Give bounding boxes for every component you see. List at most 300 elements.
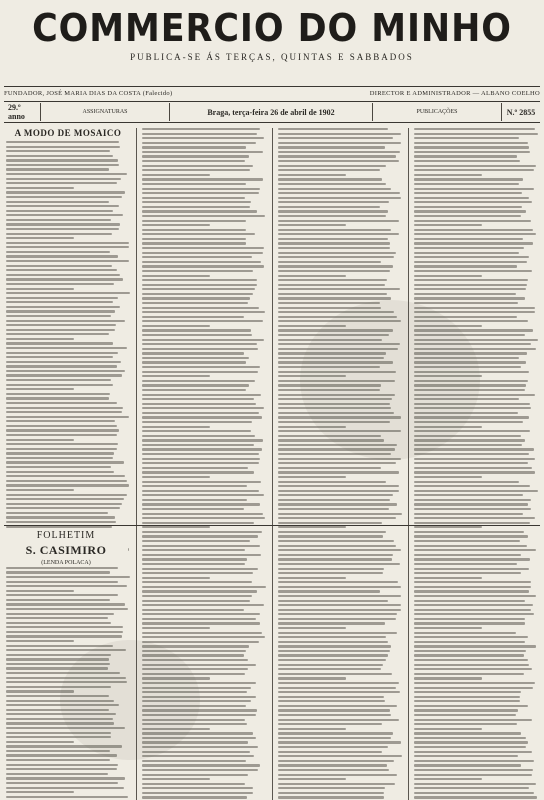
text-line	[6, 777, 125, 779]
text-line	[278, 687, 396, 689]
text-line	[414, 760, 534, 762]
text-line	[6, 796, 128, 798]
text-line	[142, 439, 263, 441]
text-line	[142, 659, 248, 661]
text-line	[142, 256, 252, 258]
text-line	[278, 247, 390, 249]
text-line	[6, 347, 127, 349]
text-line	[414, 613, 534, 615]
column-divider	[408, 128, 409, 800]
text-line	[142, 737, 256, 739]
text-line	[142, 618, 256, 620]
text-line	[414, 229, 533, 231]
text-line	[6, 388, 74, 390]
text-line	[414, 146, 529, 148]
text-line	[278, 572, 383, 574]
text-line	[142, 343, 257, 345]
text-line	[142, 233, 255, 235]
text-line	[142, 329, 251, 331]
text-line	[414, 311, 535, 313]
text-line	[414, 746, 526, 748]
text-line	[278, 755, 402, 757]
text-line	[6, 173, 127, 175]
text-line	[278, 485, 399, 487]
text-line	[278, 700, 385, 702]
text-line	[278, 796, 384, 798]
text-line	[414, 361, 526, 363]
text-line	[278, 664, 383, 666]
text-line	[6, 489, 74, 491]
info-bar	[4, 103, 540, 121]
text-line	[278, 787, 385, 789]
text-line	[414, 421, 523, 423]
text-line	[142, 467, 248, 469]
text-line	[414, 581, 531, 583]
text-line	[414, 137, 519, 139]
text-line	[414, 357, 519, 359]
text-line	[6, 521, 116, 523]
text-line	[414, 444, 522, 446]
text-line	[142, 435, 255, 437]
text-line	[142, 526, 210, 528]
text-line	[414, 508, 531, 510]
text-line	[6, 274, 120, 276]
text-line	[142, 197, 245, 199]
text-line	[6, 301, 113, 303]
text-line	[6, 654, 111, 656]
text-line	[6, 709, 109, 711]
text-line	[278, 554, 393, 556]
text-line	[142, 412, 259, 414]
text-line	[278, 476, 346, 478]
text-line	[414, 494, 523, 496]
text-line	[6, 585, 127, 587]
text-line	[278, 238, 388, 240]
text-line	[142, 654, 244, 656]
text-line	[142, 581, 252, 583]
divider	[4, 101, 540, 102]
text-line	[414, 453, 529, 455]
text-line	[278, 146, 385, 148]
text-line	[6, 393, 110, 395]
text-line	[6, 658, 109, 660]
text-line	[414, 458, 535, 460]
text-line	[414, 751, 532, 753]
article-body	[6, 141, 130, 800]
text-line	[278, 178, 382, 180]
text-line	[142, 719, 245, 721]
text-line	[414, 471, 535, 473]
text-line	[142, 641, 259, 643]
place-date: Braga, terça-feira 26 de abril de 1902	[170, 103, 373, 121]
text-line	[142, 586, 266, 588]
text-line	[142, 490, 259, 492]
text-line	[278, 563, 400, 565]
column-4	[414, 128, 538, 800]
text-line	[278, 513, 402, 515]
text-line	[278, 215, 386, 217]
text-line	[278, 252, 396, 254]
text-line	[414, 732, 521, 734]
text-line	[414, 590, 529, 592]
text-line	[6, 407, 123, 409]
text-line	[6, 384, 113, 386]
folhetim-header	[4, 530, 128, 566]
text-line	[142, 220, 246, 222]
text-line	[142, 481, 261, 483]
text-line	[414, 632, 516, 634]
text-line	[414, 627, 482, 629]
text-line	[278, 558, 392, 560]
text-line	[414, 677, 482, 679]
text-line	[6, 306, 120, 308]
text-line	[414, 645, 536, 647]
text-line	[414, 339, 538, 341]
text-line	[278, 206, 380, 208]
text-line	[414, 764, 521, 766]
text-line	[142, 568, 258, 570]
text-line	[414, 279, 528, 281]
text-line	[278, 270, 390, 272]
text-line	[6, 484, 129, 486]
text-line	[6, 416, 129, 418]
text-line	[278, 284, 385, 286]
text-line	[278, 229, 391, 231]
article-body	[278, 128, 402, 800]
text-line	[6, 196, 122, 198]
text-line	[414, 192, 522, 194]
text-line	[6, 425, 117, 427]
text-line	[278, 481, 386, 483]
text-line	[278, 627, 346, 629]
text-line	[142, 764, 260, 766]
text-line	[414, 380, 528, 382]
text-line	[278, 133, 401, 135]
text-line	[142, 407, 264, 409]
text-line	[6, 237, 74, 239]
text-line	[6, 342, 113, 344]
text-line	[278, 654, 388, 656]
text-line	[6, 429, 119, 431]
text-line	[278, 279, 387, 281]
text-line	[414, 714, 516, 716]
text-line	[414, 737, 526, 739]
text-line	[142, 714, 256, 716]
column-1	[6, 128, 130, 800]
text-line	[414, 682, 535, 684]
text-line	[414, 659, 528, 661]
text-line	[6, 480, 127, 482]
text-line	[278, 764, 387, 766]
text-line	[142, 416, 262, 418]
text-line	[414, 595, 536, 597]
text-line	[142, 242, 246, 244]
text-line	[142, 741, 248, 743]
text-line	[414, 128, 535, 130]
text-line	[6, 512, 108, 514]
text-line	[142, 316, 244, 318]
text-line	[6, 768, 117, 770]
text-line	[142, 421, 252, 423]
text-line	[278, 769, 389, 771]
text-line	[414, 568, 529, 570]
text-line	[278, 586, 401, 588]
text-line	[6, 695, 109, 697]
text-line	[278, 490, 399, 492]
text-line	[278, 210, 388, 212]
text-line	[278, 389, 380, 391]
text-line	[278, 673, 392, 675]
text-line	[414, 256, 529, 258]
text-line	[414, 284, 527, 286]
text-line	[414, 664, 529, 666]
text-line	[414, 526, 482, 528]
text-line	[414, 700, 520, 702]
text-line	[6, 164, 119, 166]
text-line	[6, 503, 122, 505]
text-line	[278, 540, 394, 542]
text-line	[6, 288, 74, 290]
text-line	[6, 297, 118, 299]
text-line	[6, 434, 117, 436]
text-line	[6, 690, 74, 692]
text-line	[414, 476, 482, 478]
newspaper-subtitle: PUBLICA-SE ÁS TERÇAS, QUINTAS E SABBADOS	[130, 52, 414, 62]
text-line	[6, 700, 114, 702]
text-line	[6, 507, 120, 509]
text-line	[142, 178, 263, 180]
column-divider	[272, 128, 273, 800]
divider	[4, 122, 540, 123]
text-line	[414, 600, 525, 602]
text-line	[278, 329, 393, 331]
text-line	[6, 315, 111, 317]
text-line	[142, 453, 259, 455]
text-line	[278, 526, 346, 528]
article-body	[414, 128, 538, 800]
text-line	[6, 439, 74, 441]
text-line	[414, 329, 533, 331]
text-line	[278, 155, 396, 157]
text-line	[278, 169, 380, 171]
text-line	[6, 576, 130, 578]
text-line	[278, 737, 391, 739]
text-line	[414, 247, 524, 249]
text-line	[414, 343, 531, 345]
text-line	[414, 549, 536, 551]
text-line	[142, 201, 251, 203]
text-line	[278, 307, 381, 309]
text-line	[142, 238, 246, 240]
text-line	[414, 201, 532, 203]
text-line	[6, 736, 111, 738]
folhetim-label: FOLHETIM	[36, 530, 96, 541]
text-line	[142, 224, 210, 226]
text-line	[278, 723, 382, 725]
text-line	[142, 755, 254, 757]
text-line	[414, 778, 482, 780]
text-line	[278, 709, 390, 711]
text-line	[142, 508, 244, 510]
text-line	[278, 668, 381, 670]
text-line	[6, 361, 121, 363]
text-line	[278, 416, 401, 418]
text-line	[278, 320, 401, 322]
text-line	[414, 206, 522, 208]
text-line	[6, 178, 121, 180]
text-line	[142, 499, 247, 501]
text-line	[6, 608, 128, 610]
text-line	[278, 128, 388, 130]
text-line	[278, 394, 395, 396]
text-line	[414, 224, 482, 226]
text-line	[6, 599, 110, 601]
article-body	[142, 128, 266, 800]
text-line	[6, 141, 119, 143]
text-line	[414, 394, 535, 396]
text-line	[278, 728, 346, 730]
text-line	[6, 787, 124, 789]
text-line	[414, 586, 531, 588]
text-line	[142, 522, 254, 524]
text-line	[278, 545, 396, 547]
text-line	[278, 659, 386, 661]
text-line	[278, 426, 346, 428]
text-line	[414, 275, 482, 277]
text-line	[6, 722, 114, 724]
text-line	[278, 696, 384, 698]
text-line	[6, 269, 117, 271]
text-line	[414, 416, 529, 418]
text-line	[142, 275, 210, 277]
text-line	[142, 774, 248, 776]
text-line	[142, 394, 261, 396]
text-line	[6, 466, 111, 468]
text-line	[278, 462, 396, 464]
text-line	[142, 215, 265, 217]
text-line	[414, 412, 518, 414]
text-line	[142, 462, 259, 464]
article-heading: A MODO DE MOSAICO	[14, 128, 122, 138]
text-line	[6, 411, 122, 413]
text-line	[278, 325, 346, 327]
text-line	[278, 380, 395, 382]
text-line	[414, 490, 538, 492]
text-line	[414, 787, 529, 789]
text-line	[278, 288, 400, 290]
text-line	[142, 183, 246, 185]
text-line	[414, 563, 517, 565]
text-line	[414, 151, 530, 153]
text-line	[414, 238, 523, 240]
text-line	[278, 622, 385, 624]
text-line	[6, 457, 113, 459]
text-line	[6, 324, 116, 326]
text-line	[6, 704, 119, 706]
text-line	[142, 311, 265, 313]
text-line	[278, 339, 382, 341]
year-label: 29.º anno	[4, 103, 41, 121]
text-line	[142, 604, 264, 606]
text-line	[414, 302, 518, 304]
text-line	[414, 265, 517, 267]
text-line	[142, 448, 262, 450]
text-line	[6, 452, 114, 454]
text-line	[6, 168, 109, 170]
text-line	[6, 187, 74, 189]
text-line	[414, 384, 526, 386]
text-line	[142, 261, 261, 263]
text-line	[414, 183, 519, 185]
text-line	[278, 760, 394, 762]
text-line	[142, 728, 210, 730]
text-line	[142, 709, 257, 711]
text-line	[414, 375, 482, 377]
text-line	[142, 366, 260, 368]
text-line	[278, 595, 401, 597]
text-line	[278, 233, 399, 235]
text-line	[414, 636, 528, 638]
text-line	[142, 590, 257, 592]
text-line	[6, 471, 114, 473]
text-line	[142, 247, 264, 249]
text-line	[414, 467, 532, 469]
text-line	[414, 371, 529, 373]
text-line	[142, 503, 260, 505]
text-line	[6, 443, 118, 445]
text-line	[278, 302, 380, 304]
text-line	[6, 686, 111, 688]
text-line	[278, 453, 391, 455]
text-line	[414, 197, 529, 199]
text-line	[6, 590, 74, 592]
text-line	[6, 155, 113, 157]
text-line	[142, 650, 246, 652]
text-line	[142, 760, 246, 762]
text-line	[414, 320, 528, 322]
text-line	[142, 320, 263, 322]
masthead	[0, 6, 544, 62]
text-line	[278, 467, 381, 469]
signatures-label: ASSIGNATURAS	[41, 103, 170, 121]
text-line	[278, 522, 382, 524]
text-line	[142, 165, 253, 167]
text-line	[278, 403, 390, 405]
text-line	[278, 412, 394, 414]
text-line	[142, 517, 265, 519]
text-line	[6, 672, 120, 674]
text-line	[278, 375, 346, 377]
text-line	[142, 563, 245, 565]
text-line	[414, 160, 520, 162]
text-line	[142, 513, 263, 515]
text-line	[278, 494, 393, 496]
text-line	[142, 682, 256, 684]
text-line	[6, 677, 126, 679]
text-line	[142, 471, 254, 473]
text-line	[278, 581, 398, 583]
text-line	[414, 348, 536, 350]
text-line	[414, 792, 534, 794]
text-line	[142, 545, 260, 547]
text-line	[142, 133, 257, 135]
text-line	[278, 256, 394, 258]
text-line	[6, 233, 112, 235]
text-line	[6, 613, 114, 615]
text-line	[414, 220, 531, 222]
text-line	[6, 214, 123, 216]
text-line	[6, 265, 112, 267]
